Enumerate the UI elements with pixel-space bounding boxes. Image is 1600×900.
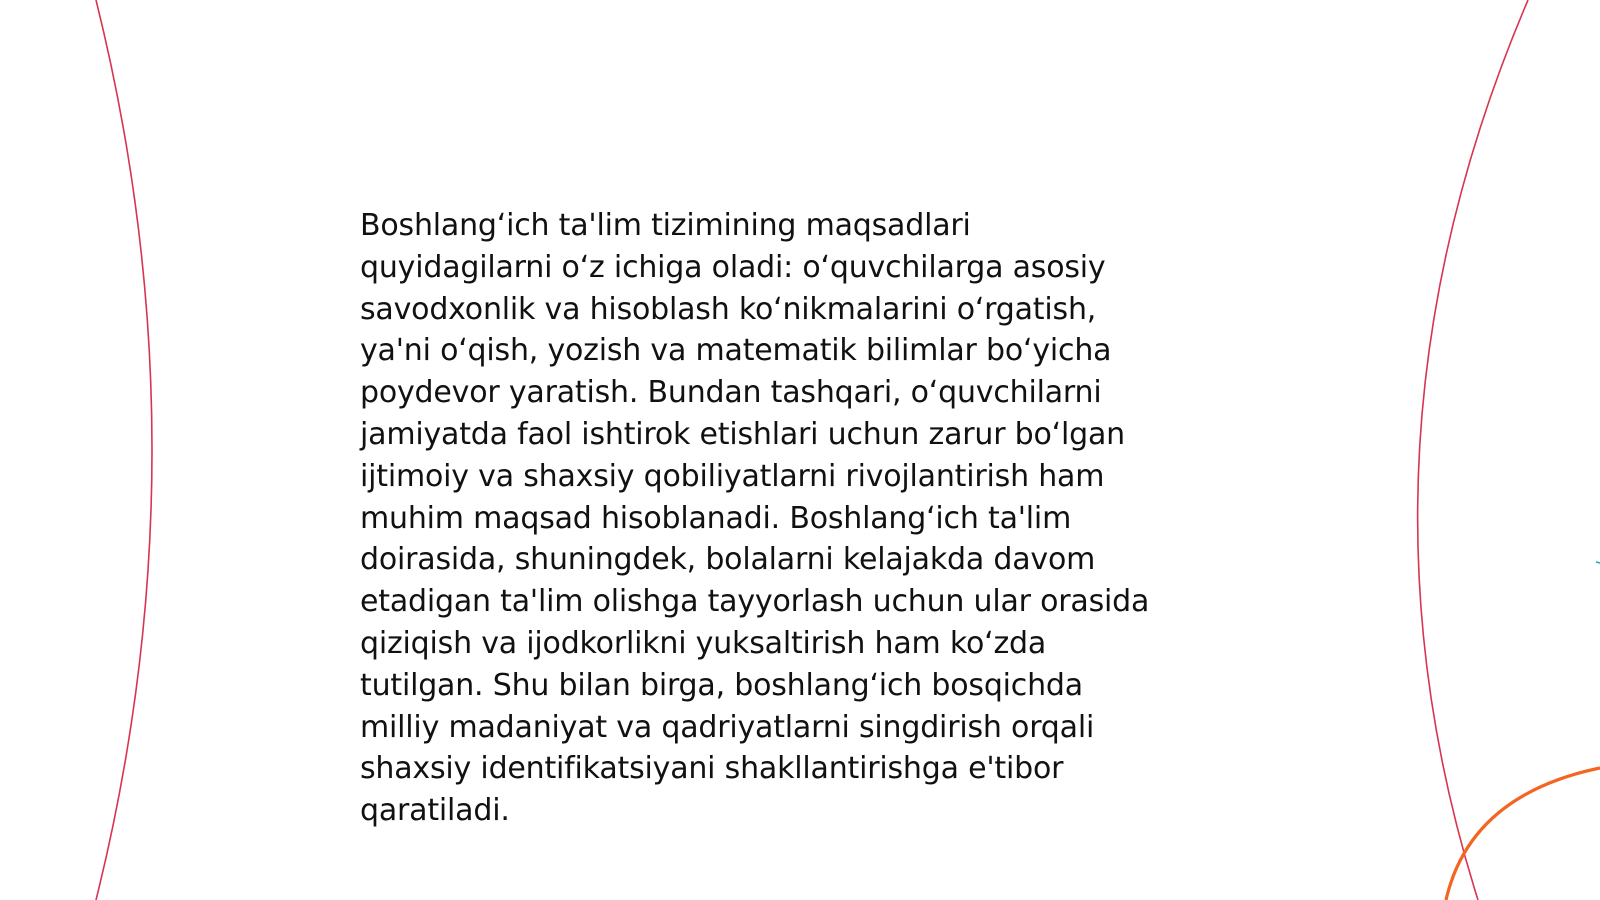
slide-body-paragraph: Boshlang‘ich ta'lim tizimining maqsadlari quyidagilarni o‘z ichiga oladi: o‘quvchilarga asosiy savodxonlik va hisoblash ko‘nikmalarini o‘rgatish, ya'ni o‘qish, yozish va matematik bilimlar bo‘yicha poydevor yaratish. Bundan tashqari, o‘quvchilarni jamiyatda faol ishtirok etishlari uchun zarur bo‘lgan ijtimoiy va shaxsiy qobiliyatlarni rivojlantirish ham muhim maqsad hisoblanadi. Boshlang‘ich ta'lim doirasida, shuningdek, bolalarni kelajakda davom etadigan ta'lim olishga tayyorlash uchun ular orasida qiziqish va ijodkorlikni yuksaltirish ham ko‘zda tutilgan. Shu bilan birga, boshlang‘ich bosqichda milliy madaniyat va qadriyatlarni singdirish orqali shaxsiy identifikatsiyani shakllantirishga e'tibor qaratiladi.	[360, 208, 1150, 829]
orange-corner-arc	[1446, 768, 1600, 900]
right-decorative-curve	[1418, 0, 1528, 900]
teal-accent-mark	[1596, 562, 1600, 563]
left-decorative-curve	[96, 0, 152, 900]
